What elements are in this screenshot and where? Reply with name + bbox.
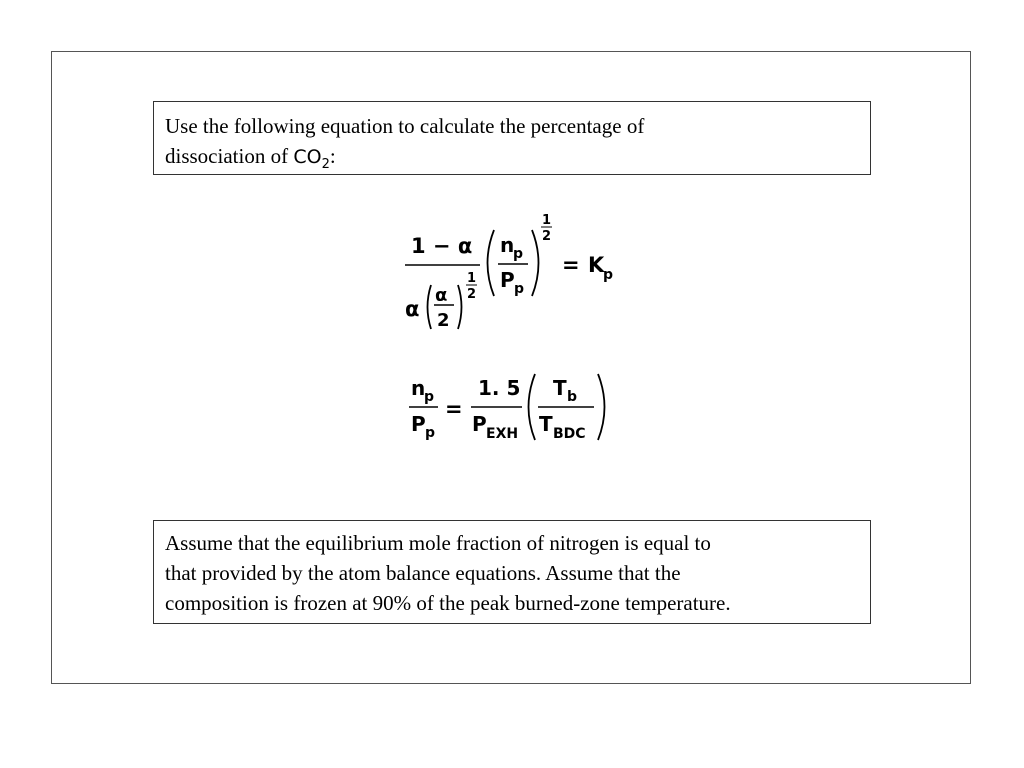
eq1-exp2-num: 1 (542, 213, 552, 228)
assumption-box (153, 520, 871, 624)
eq1-alpha: α (405, 297, 420, 321)
eq2-T-bdc: T (539, 412, 553, 436)
eq1-P: P (500, 268, 515, 292)
eq2-exh-subscript: EXH (486, 426, 519, 442)
eq1-K-subscript: p (603, 267, 614, 283)
eq1-exp1-den: 2 (467, 287, 477, 302)
eq1-inner-two: 2 (437, 310, 450, 331)
eq1-inner-alpha: α (435, 285, 448, 306)
instruction-box (153, 101, 871, 175)
instruction-suffix: : (329, 144, 336, 168)
instruction-prefix: dissociation of (165, 144, 294, 168)
assumption-line-3: composition is frozen at 90% of the peak burned-zone temperature. (165, 591, 731, 615)
eq1-n: n (500, 233, 515, 257)
eq2-P: P (411, 412, 426, 436)
eq1-P-subscript: p (514, 281, 525, 297)
eq2-bdc-subscript: BDC (553, 426, 586, 442)
eq1-numerator: 1 − α (411, 234, 473, 258)
eq2-equals: = (445, 397, 463, 421)
eq1-n-subscript: p (513, 246, 524, 262)
assumption-line-2: that provided by the atom balance equations. Assume that the (165, 561, 681, 585)
eq1-K: K (588, 253, 605, 277)
eq2-P-subscript: p (425, 425, 436, 441)
species-symbol: CO (293, 146, 322, 168)
instruction-line-1: Use the following equation to calculate the percentage of (165, 114, 645, 138)
eq2-b-subscript: b (567, 389, 578, 405)
eq2-T-b: T (553, 376, 567, 400)
eq2-coefficient: 1. 5 (478, 376, 521, 400)
eq1-equals: = (562, 253, 580, 277)
eq2-n: n (411, 376, 426, 400)
assumption-line-1: Assume that the equilibrium mole fraction of nitrogen is equal to (165, 531, 711, 555)
eq1-exp2-den: 2 (542, 229, 552, 244)
instruction-line-2 (165, 141, 860, 172)
eq2-n-subscript: p (424, 389, 435, 405)
eq2-P-exh: P (472, 412, 487, 436)
eq1-exp1-num: 1 (467, 271, 477, 286)
species-formula (293, 146, 330, 172)
species-subscript: 2 (321, 157, 330, 172)
